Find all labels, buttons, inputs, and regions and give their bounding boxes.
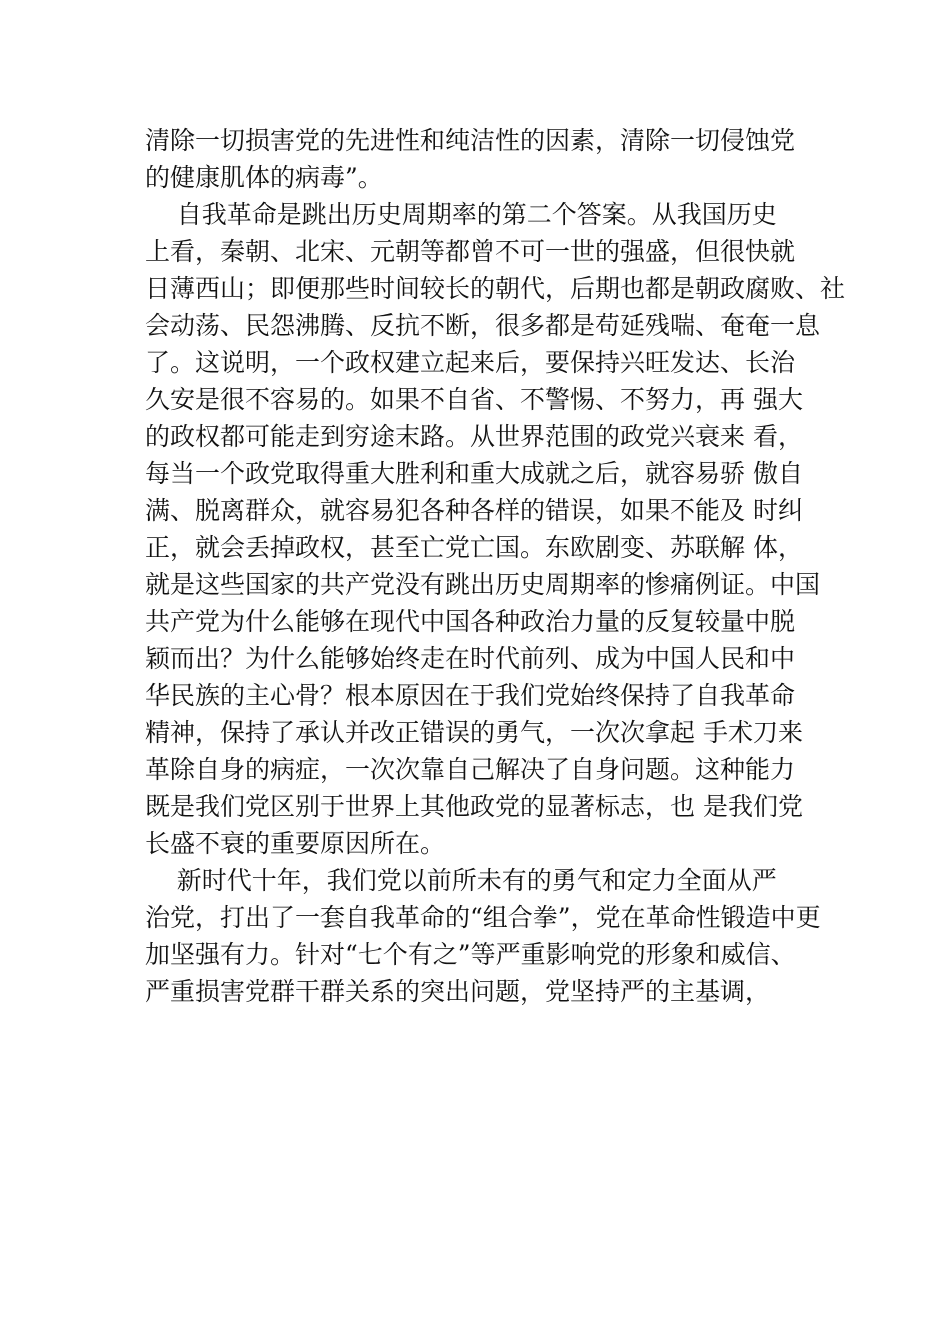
text-line-19: 既是我们党区别于世界上其他政党的显著标志，也 是我们党 [145, 792, 803, 821]
text-line-2: 的健康肌体的病毒”。 [145, 163, 383, 192]
text-line-10: 每当一个政党取得重大胜利和重大成就之后，就容易骄 傲自 [145, 459, 803, 488]
text-line-8: 久安是很不容易的。如果不自省、不警惕、不努力，再 强大 [145, 385, 803, 414]
text-line-4: 上看，秦朝、北宋、元朝等都曾不可一世的强盛，但很快就 [145, 237, 796, 266]
text-line-20: 长盛不衰的重要原因所在。 [145, 829, 446, 858]
text-line-22: 治党，打出了一套自我革命的“组合拳”，党在革命性锻造中更 [145, 903, 821, 932]
text-line-9: 的政权都可能走到穷途末路。从世界范围的政党兴衰来 看， [145, 422, 803, 451]
text-line-18: 革除自身的病症，一次次靠自己解决了自身问题。这种能力 [145, 755, 796, 784]
text-line-1: 清除一切损害党的先进性和纯洁性的因素，清除一切侵蚀党 [145, 126, 796, 155]
text-line-11: 满、脱离群众，就容易犯各种各样的错误，如果不能及 时纠 [145, 496, 803, 525]
body-text [145, 122, 846, 1010]
text-line-14: 共产党为什么能够在现代中国各种政治力量的反复较量中脱 [145, 607, 796, 636]
text-line-3: 自我革命是跳出历史周期率的第二个答案。从我国历史 [145, 200, 777, 229]
text-line-7: 了。这说明，一个政权建立起来后，要保持兴旺发达、长治 [145, 348, 796, 377]
text-line-17: 精神，保持了承认并改正错误的勇气，一次次拿起 手术刀来 [145, 718, 803, 747]
text-line-24: 严重损害党群干群关系的突出问题，党坚持严的主基调， [145, 977, 771, 1006]
text-line-16: 华民族的主心骨？根本原因在于我们党始终保持了自我革命 [145, 681, 796, 710]
text-line-15: 颖而出？为什么能够始终走在时代前列、成为中国人民和中 [145, 644, 796, 673]
text-line-23: 加坚强有力。针对“七个有之”等严重影响党的形象和威信、 [145, 940, 796, 969]
text-line-12: 正，就会丢掉政权，甚至亡党亡国。东欧剧变、苏联解 体， [145, 533, 803, 562]
text-line-21: 新时代十年，我们党以前所未有的勇气和定力全面从严 [145, 866, 777, 895]
text-line-6: 会动荡、民怨沸腾、反抗不断，很多都是苟延残喘、奄奄一息 [145, 311, 821, 340]
text-line-5: 日薄西山；即便那些时间较长的朝代，后期也都是朝政腐败、社 [145, 274, 846, 303]
text-line-13: 就是这些国家的共产党没有跳出历史周期率的惨痛例证。中国 [145, 570, 821, 599]
